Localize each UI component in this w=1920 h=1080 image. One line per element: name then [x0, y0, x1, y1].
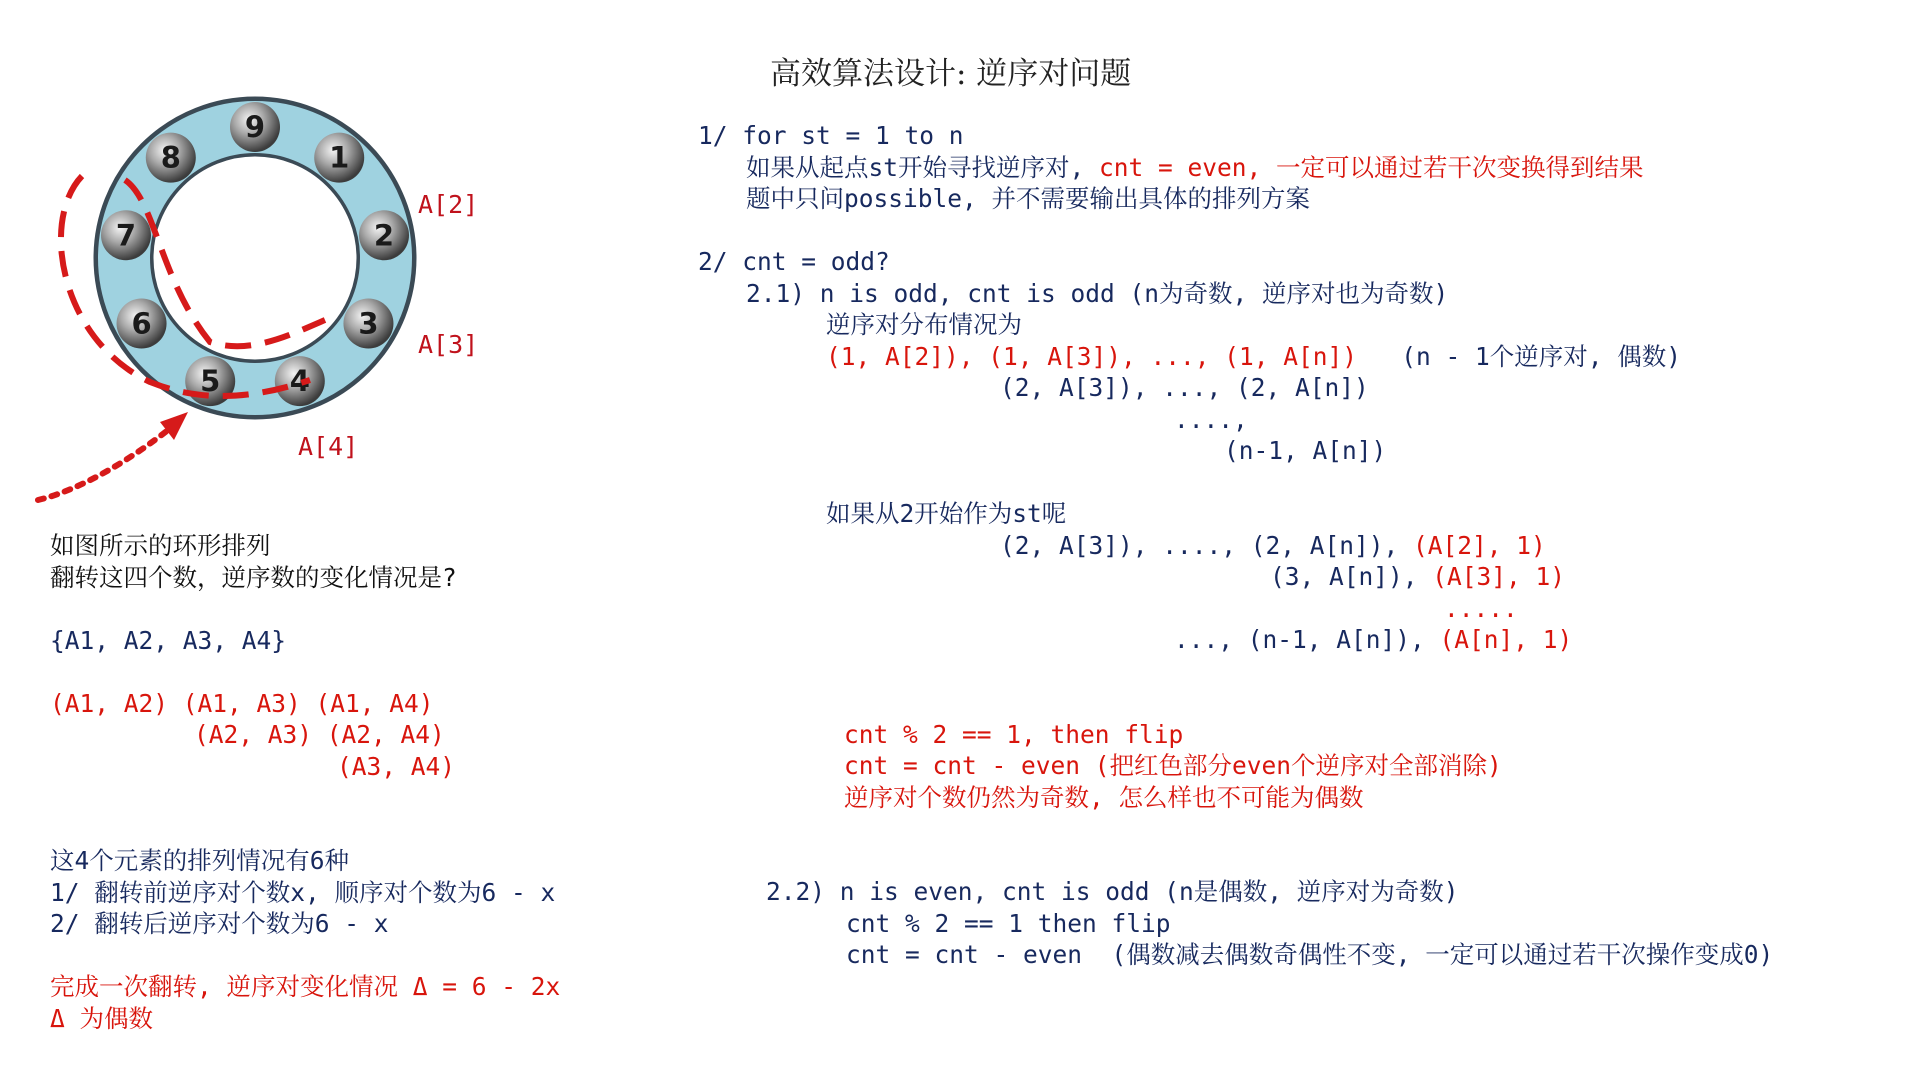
step21-head: 2.1) n is odd, cnt is odd (n为奇数, 逆序对也为奇数)	[746, 278, 1449, 308]
ring-ball-number: 1	[329, 140, 350, 175]
pairs-row-2: (A2, A3) (A2, A4)	[194, 720, 445, 749]
ring-ball-number: 7	[115, 218, 137, 253]
element-set: {A1, A2, A3, A4}	[50, 625, 287, 655]
from2-row-4: ..., (n-1, A[n]), (A[n], 1)	[1174, 625, 1573, 654]
label-a3: A[3]	[418, 330, 479, 359]
ring-ball-4	[275, 356, 325, 406]
ring-ball-2	[359, 210, 409, 260]
ring-diagram	[0, 80, 520, 520]
dotted-arrow	[38, 430, 168, 500]
right-panel	[698, 120, 1908, 971]
step1-head: 1/ for st = 1 to n	[698, 121, 964, 150]
flip-line-3: 逆序对个数仍然为奇数, 怎么样也不可能为偶数	[844, 782, 1364, 812]
label-a4: A[4]	[298, 432, 359, 461]
step22-line-2: cnt = cnt - even (偶数减去偶数奇偶性不变, 一定可以通过若干次操作变成0)	[846, 940, 1774, 969]
perm-line-1: 这4个元素的排列情况有6种	[50, 846, 349, 875]
ring-ball-7	[101, 210, 151, 260]
ring-ball-number: 2	[373, 218, 395, 253]
page-title: 高效算法设计: 逆序对问题	[770, 56, 1132, 92]
ring-ball-9	[230, 102, 280, 152]
step2-head: 2/ cnt = odd?	[698, 247, 890, 276]
dist-row-2: (2, A[3]), ..., (2, A[n])	[1000, 373, 1369, 402]
pairs-row-3: (A3, A4)	[337, 751, 456, 781]
dist-row-3: ....,	[1174, 404, 1248, 434]
from2-row-1: (2, A[3]), ...., (2, A[n]), (A[2], 1)	[1000, 530, 1546, 560]
ring-ball-number: 3	[358, 306, 379, 341]
label-a2: A[2]	[418, 190, 479, 219]
ring-ball-6	[117, 299, 167, 349]
ring-ball-number: 9	[244, 110, 266, 144]
flip-line-2: cnt = cnt - even (把红色部分even个逆序对全部消除)	[844, 751, 1502, 780]
dist-title: 逆序对分布情况为	[826, 310, 1022, 339]
perm-line-3: 2/ 翻转后逆序对个数为6 - x	[50, 909, 389, 938]
ring-ball-8	[146, 133, 196, 183]
ring-ball-1	[314, 133, 364, 183]
flip-line-1: cnt % 2 == 1, then flip	[844, 719, 1184, 749]
ring-ball-number: 8	[160, 140, 181, 175]
perm-line-2: 1/ 翻转前逆序对个数x, 顺序对个数为6 - x	[50, 877, 556, 907]
delta-line-1: 完成一次翻转, 逆序对变化情况 Δ = 6 - 2x	[50, 972, 561, 1001]
ring-ball-3	[343, 299, 393, 349]
ring-ball-number: 5	[200, 364, 221, 399]
step22-line-1: cnt % 2 == 1 then flip	[846, 908, 1171, 938]
from2-title: 如果从2开始作为st呢	[826, 499, 1067, 528]
from2-row-2: (3, A[n]), (A[3], 1)	[1270, 562, 1566, 591]
step1-line-2: 题中只问possible, 并不需要输出具体的排列方案	[746, 184, 1311, 213]
dist-row-1: (1, A[2]), (1, A[3]), ..., (1, A[n]) (n - 1个逆序对, 偶数)	[826, 341, 1682, 371]
from2-row-3: .....	[1444, 593, 1518, 623]
desc-line-1: 如图所示的环形排列	[50, 531, 271, 560]
ring-ball-number: 4	[289, 364, 310, 399]
ring-ball-number: 6	[131, 306, 152, 341]
dist-row-4: (n-1, A[n])	[1224, 436, 1387, 465]
step22-head: 2.2) n is even, cnt is odd (n是偶数, 逆序对为奇数)	[766, 877, 1459, 906]
desc-line-2: 翻转这四个数，逆序数的变化情况是?	[50, 562, 457, 592]
step1-line-1: 如果从起点st开始寻找逆序对, cnt = even, 一定可以通过若干次变换得到结果	[746, 152, 1644, 182]
delta-line-2: Δ 为偶数	[50, 1003, 154, 1033]
pairs-row-1: (A1, A2) (A1, A3) (A1, A4)	[50, 688, 434, 718]
left-panel	[50, 530, 640, 1034]
